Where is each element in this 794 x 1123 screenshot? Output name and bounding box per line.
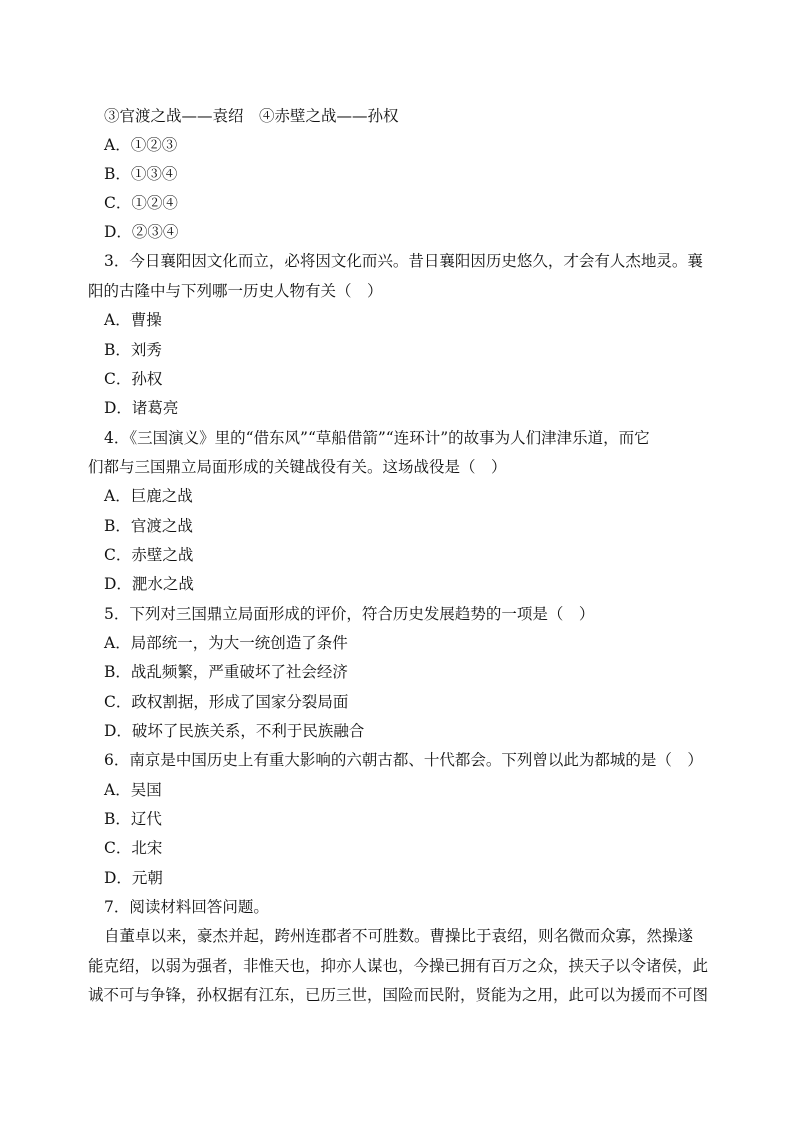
q2-option-c: C．①②④ — [104, 194, 178, 212]
q3-stem-line1: 3．今日襄阳因文化而立，必将因文化而兴。昔日襄阳因历史悠久，才会有人杰地灵。襄 — [104, 252, 703, 270]
q7-material-line2: 能克绍，以弱为强者，非惟天也，抑亦人谋也，今操已拥有百万之众，挟天子以令诸侯，此 — [88, 957, 709, 975]
q2-option-d: D．②③④ — [104, 223, 179, 241]
q5-option-c: C．政权割据，形成了国家分裂局面 — [104, 693, 349, 711]
q7-material-line3: 诚不可与争锋，孙权据有江东，已历三世，国险而民附，贤能为之用，此可以为援而不可图 — [88, 986, 709, 1004]
q2-statement-continuation: ③官渡之战——袁绍 ④赤壁之战——孙权 — [104, 107, 399, 125]
q3-option-d: D．诸葛亮 — [104, 399, 179, 417]
q4-stem-line1: 4．《三国演义》里的“借东风”“草船借箭”“连环计”的故事为人们津津乐道，而它 — [104, 429, 650, 447]
q3-option-a: A．曹操 — [104, 311, 162, 329]
q2-option-a: A．①②③ — [104, 136, 178, 154]
q5-option-d: D．破坏了民族关系，不利于民族融合 — [104, 722, 365, 740]
q4-option-c: C．赤壁之战 — [104, 546, 194, 564]
q3-stem-line2: 阳的古隆中与下列哪一历史人物有关（ ） — [88, 282, 383, 300]
q5-option-a: A．局部统一，为大一统创造了条件 — [104, 634, 348, 652]
q4-option-a: A．巨鹿之战 — [104, 487, 193, 505]
q6-option-d: D．元朝 — [104, 869, 163, 887]
q3-option-c: C．孙权 — [104, 370, 163, 388]
q6-option-c: C．北宋 — [104, 839, 163, 857]
q6-option-b: B．辽代 — [104, 810, 162, 828]
q5-stem: 5．下列对三国鼎立局面形成的评价，符合历史发展趋势的一项是（ ） — [104, 605, 595, 623]
q4-option-d: D．淝水之战 — [104, 575, 194, 593]
q4-option-b: B．官渡之战 — [104, 517, 193, 535]
q7-material-line1: 自董卓以来，豪杰并起，跨州连郡者不可胜数。曹操比于袁绍，则名微而众寡，然操遂 — [104, 927, 694, 945]
q4-stem-line2: 们都与三国鼎立局面形成的关键战役有关。这场战役是（ ） — [88, 458, 507, 476]
q2-option-b: B．①③④ — [104, 165, 178, 183]
q7-stem: 7．阅读材料回答问题。 — [104, 898, 269, 916]
q5-option-b: B．战乱频繁，严重破坏了社会经济 — [104, 663, 348, 681]
q6-stem: 6．南京是中国历史上有重大影响的六朝古都、十代都会。下列曾以此为都城的是（ ） — [104, 751, 703, 769]
q3-option-b: B．刘秀 — [104, 341, 162, 359]
q6-option-a: A．吴国 — [104, 781, 162, 799]
